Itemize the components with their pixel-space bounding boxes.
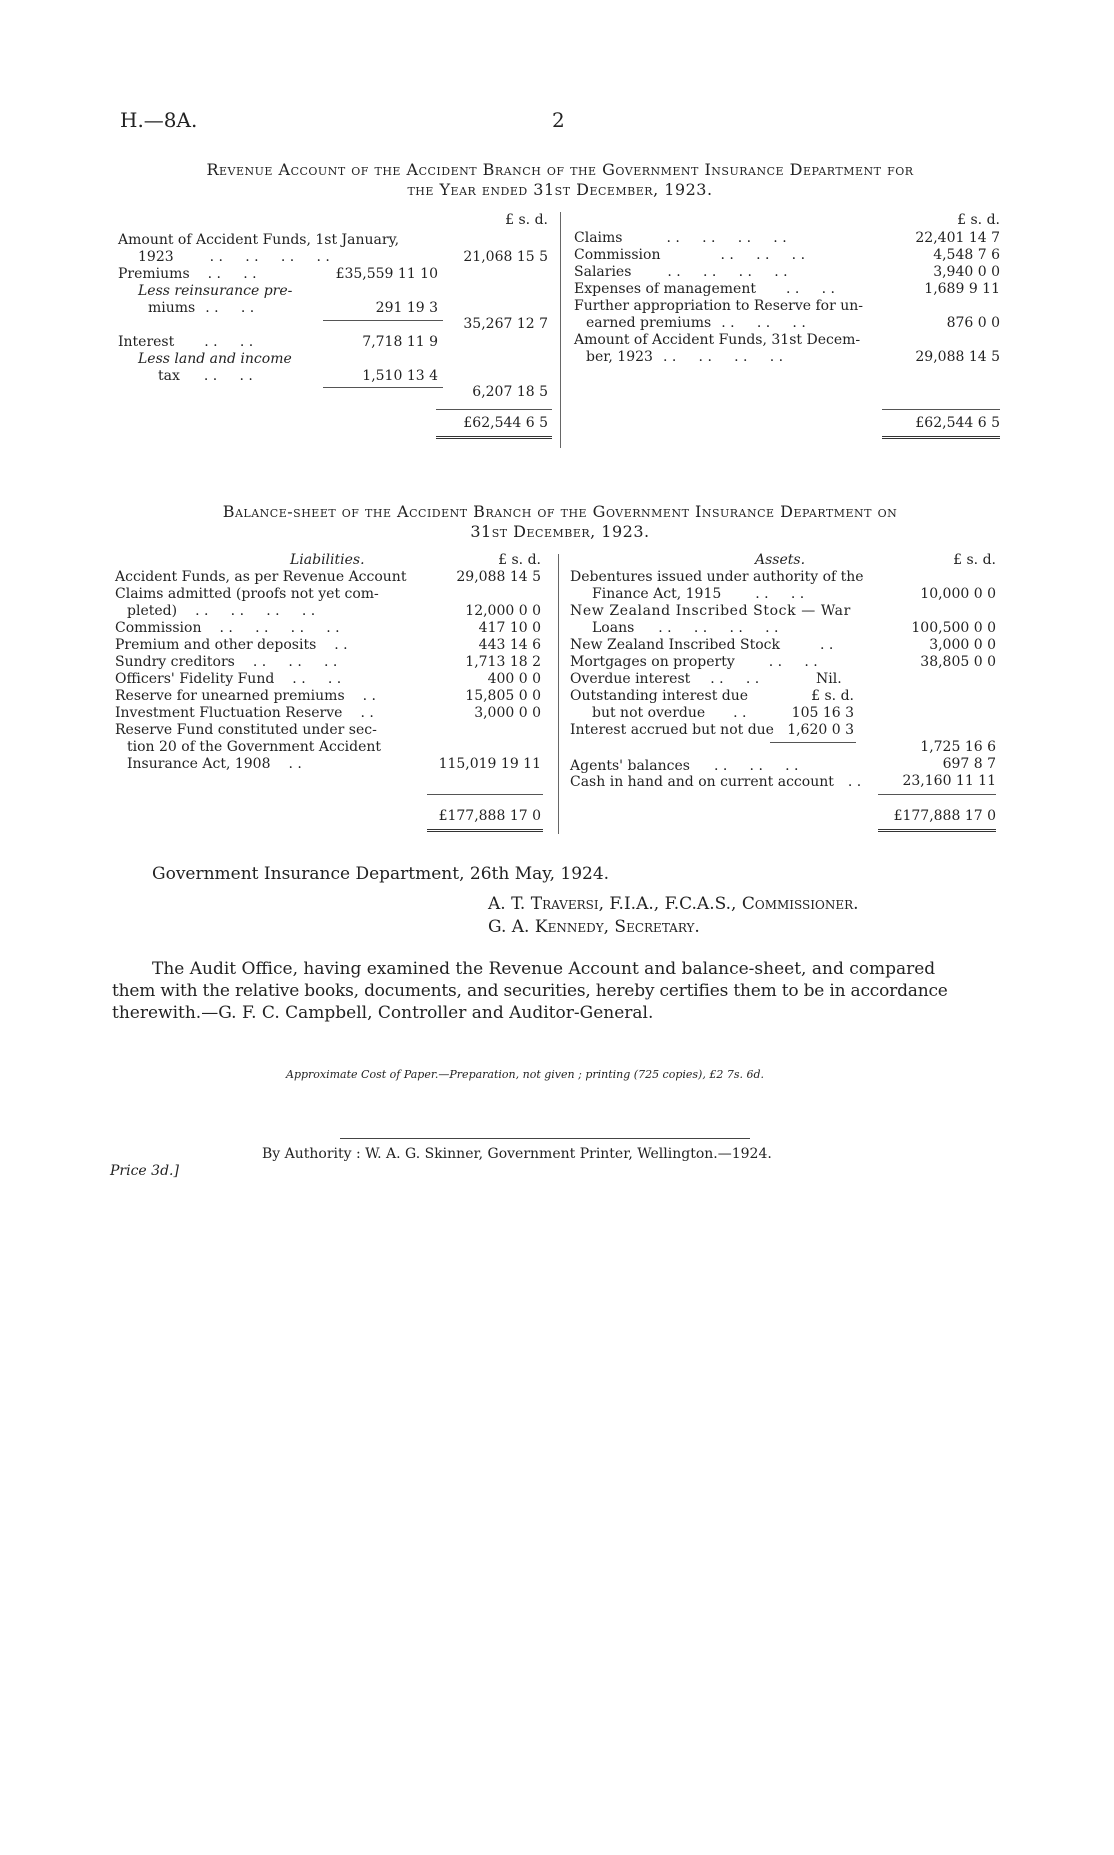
liability-text: Accident Funds, as per Revenue Account [115, 569, 407, 585]
liability-label [127, 603, 315, 620]
leader-dots: . . . . . . . . [219, 620, 340, 636]
currency-header: £ s. d. [957, 212, 1000, 228]
balance-title [110, 502, 1010, 542]
overdue-label [570, 671, 759, 688]
loans-text: Loans [592, 620, 635, 636]
salaries-amount: 3,940 0 0 [933, 264, 1000, 280]
total-rule [427, 794, 543, 795]
department-date: Government Insurance Department, 26th May, 1924. [152, 864, 610, 884]
liability-text: Commission [115, 620, 202, 636]
funds-end-label-2 [586, 349, 783, 366]
leader-dots: . . . . [768, 654, 818, 670]
funds-amount: 21,068 15 5 [463, 249, 548, 265]
audit-line-2: them with the relative books, documents, and securities, hereby certifies them to be in accordance [112, 981, 948, 1001]
claims-label [574, 230, 787, 247]
revenue-expenditure [574, 210, 1004, 450]
overdue-amount: Nil. [816, 671, 842, 687]
agents-amount: 697 8 7 [942, 756, 996, 772]
liability-amount: 15,805 0 0 [465, 688, 541, 704]
less-reinsurance-label: Less reinsurance pre- [138, 283, 293, 299]
leader-dots: . . [360, 705, 374, 721]
liability-label [115, 654, 337, 671]
agents-label [570, 758, 799, 775]
further-label-2 [586, 315, 806, 332]
divider [770, 742, 856, 743]
mortgages-amount: 38,805 0 0 [920, 654, 996, 670]
page-number: 2 [552, 108, 565, 132]
leader-dots: . . . . [203, 368, 253, 384]
leader-dots: . . . . . . . . [658, 620, 779, 636]
leader-dots: . . . . . . . . [666, 230, 787, 246]
balance-title-line2: 31st December, 1923. [470, 522, 650, 541]
accrued-amount: 1,620 0 3 [787, 722, 854, 738]
leader-dots: . . . . . . [713, 758, 799, 774]
leader-dots: . . . . . . [252, 654, 338, 670]
nz-stock-war-label: New Zealand Inscribed Stock — War [570, 603, 851, 619]
liability-label [127, 756, 302, 773]
funds-end-text: ber, 1923 [586, 349, 653, 365]
audit-line-3: therewith.—G. F. C. Campbell, Controller and Auditor-General. [112, 1003, 654, 1023]
nz-inscribed-label [570, 637, 833, 654]
outstanding-amount: 105 16 3 [791, 705, 854, 721]
interest-total-amount: 1,725 16 6 [920, 739, 996, 755]
liability-text: Insurance Act, 1908 [127, 756, 271, 772]
expenses-amount: 1,689 9 11 [924, 281, 1000, 297]
leader-dots: . . . . [755, 586, 805, 602]
liability-text: Reserve Fund constituted under sec- [115, 722, 377, 738]
liability-label [115, 705, 374, 722]
premiums-text: Premiums [118, 266, 190, 282]
assets-table [570, 552, 1000, 837]
leader-dots: . . . . . . . . [662, 349, 784, 365]
liability-amount: 115,019 19 11 [438, 756, 541, 772]
liability-label [115, 637, 348, 654]
tax-text: tax [158, 368, 180, 384]
mortgages-label [570, 654, 818, 671]
liability-text: Officers' Fidelity Fund [115, 671, 275, 687]
nz-inscribed-amount: 3,000 0 0 [929, 637, 996, 653]
liabilities-table [115, 552, 555, 837]
liability-text: Investment Fluctuation Reserve [115, 705, 343, 721]
liability-amount: 443 14 6 [478, 637, 541, 653]
interest-text: Interest [118, 334, 175, 350]
liability-text: Sundry creditors [115, 654, 235, 670]
expenses-label [574, 281, 835, 298]
expenses-text: Expenses of management [574, 281, 756, 297]
audit-paragraph [112, 958, 992, 1024]
commission-label [574, 247, 805, 264]
assets-total: £177,888 17 0 [893, 808, 996, 824]
leader-dots: . . . . . . . . [195, 603, 316, 619]
leader-dots: . . . . [204, 334, 254, 350]
revenue-income [118, 210, 558, 450]
miums-text: miums [148, 300, 196, 316]
mortgages-text: Mortgages on property [570, 654, 735, 670]
premiums-net: 35,267 12 7 [463, 316, 548, 332]
debentures-label: Debentures issued under authority of the [570, 569, 864, 585]
leader-dots: . . [819, 637, 834, 653]
revenue-income-total: £62,544 6 5 [463, 415, 548, 431]
interest-label [118, 334, 253, 351]
leader-dots: . . [334, 637, 348, 653]
funds-end-label: Amount of Accident Funds, 31st Decem- [574, 332, 861, 348]
total-rule [878, 794, 996, 795]
less-reinsurance-label-2 [148, 300, 254, 317]
authority-rule [340, 1138, 750, 1139]
claims-amount: 22,401 14 7 [915, 230, 1000, 246]
revenue-title-line2: the Year ended 31st December, 1923. [407, 180, 713, 199]
liability-amount: 3,000 0 0 [474, 705, 541, 721]
debentures-amount: 10,000 0 0 [920, 586, 996, 602]
leader-dots: . . . . [207, 266, 257, 282]
liabilities-total: £177,888 17 0 [438, 808, 541, 824]
funds-year: 1923 [138, 249, 174, 265]
leader-dots: . . . . . . . . [209, 249, 330, 265]
leader-dots: . . . . [785, 281, 835, 297]
overdue-text: Overdue interest [570, 671, 691, 687]
revenue-title [110, 160, 1010, 200]
tax-label-2 [158, 368, 253, 385]
premiums-label [118, 266, 257, 283]
interest-amount: 7,718 11 9 [362, 334, 438, 350]
price: Price 3d.] [110, 1163, 179, 1179]
funds-label: Amount of Accident Funds, 1st January, [118, 232, 400, 248]
double-rule [427, 829, 543, 835]
cost-note: Approximate Cost of Paper.—Preparation, not given ; printing (725 copies), £2 7s. 6d. [286, 1068, 765, 1081]
further-amount: 876 0 0 [946, 315, 1000, 331]
funds-end-amount: 29,088 14 5 [915, 349, 1000, 365]
liability-label [115, 569, 406, 586]
liability-label [115, 620, 340, 637]
liability-amount: 1,713 18 2 [465, 654, 541, 670]
salaries-text: Salaries [574, 264, 632, 280]
liability-text: tion 20 of the Government Accident [127, 739, 382, 755]
leader-dots: . . . . [205, 300, 255, 316]
tax-amount: 1,510 13 4 [362, 368, 438, 384]
liabilities-heading: Liabilities. [290, 552, 365, 568]
double-rule [436, 436, 552, 442]
further-text: earned premiums [586, 315, 712, 331]
outstanding-text: but not overdue [592, 705, 706, 721]
liability-label [115, 688, 376, 705]
liability-amount: 400 0 0 [487, 671, 541, 687]
interest-net: 6,207 18 5 [472, 384, 548, 400]
liability-text: Claims admitted (proofs not yet com- [115, 586, 379, 602]
outstanding-label: Outstanding interest due [570, 688, 749, 704]
nz-stock-war-label-2 [592, 620, 778, 637]
tax-label: Less land and income [138, 351, 292, 367]
leader-dots: . . . . . . [721, 315, 806, 331]
further-label: Further appropriation to Reserve for un- [574, 298, 864, 314]
claims-text: Claims [574, 230, 623, 246]
assets-heading: Assets. [755, 552, 806, 568]
signature-commissioner: A. T. Traversi, F.I.A., F.C.A.S., Commissioner. [488, 894, 859, 914]
outstanding-currency: £ s. d. [811, 688, 854, 704]
salaries-label [574, 264, 788, 281]
double-rule [882, 436, 1000, 442]
audit-line-1: The Audit Office, having examined the Revenue Account and balance-sheet, and compared [152, 959, 936, 979]
leader-dots: . . . . [292, 671, 342, 687]
leader-dots: . . . . . . . . [667, 264, 788, 280]
currency-header: £ s. d. [505, 212, 548, 228]
nz-inscribed-text: New Zealand Inscribed Stock [570, 637, 780, 653]
liability-text: pleted) [127, 603, 178, 619]
premiums-amount: £35,559 11 10 [335, 266, 438, 282]
total-rule [882, 409, 1000, 410]
leader-dots: . . [847, 774, 862, 790]
leader-dots: . . [362, 688, 376, 704]
double-rule [878, 829, 996, 835]
debentures-label-2 [592, 586, 804, 603]
column-divider [558, 554, 559, 834]
cash-label [570, 774, 861, 791]
liability-text: Premium and other deposits [115, 637, 317, 653]
total-rule [436, 409, 552, 410]
nz-stock-war-amount: 100,500 0 0 [911, 620, 996, 636]
accrued-label: Interest accrued but not due [570, 722, 774, 738]
signature-secretary: G. A. Kennedy, Secretary. [488, 917, 700, 937]
revenue-title-line1: Revenue Account of the Accident Branch of the Government Insurance Department for [206, 160, 914, 179]
cash-amount: 23,160 11 11 [902, 773, 996, 789]
currency-header: £ s. d. [498, 552, 541, 568]
liability-label [127, 739, 381, 756]
commission-text: Commission [574, 247, 661, 263]
leader-dots: . . [288, 756, 302, 772]
revenue-expenditure-total: £62,544 6 5 [915, 415, 1000, 431]
liability-amount: 12,000 0 0 [465, 603, 541, 619]
leader-dots: . . [733, 705, 747, 721]
funds-label-2 [138, 249, 330, 266]
liability-label [115, 671, 341, 688]
balance-title-line1: Balance-sheet of the Accident Branch of the Government Insurance Department on [222, 502, 898, 521]
column-divider [560, 212, 561, 448]
liability-text: Reserve for unearned premiums [115, 688, 345, 704]
liability-label [115, 586, 379, 603]
liability-amount: 417 10 0 [478, 620, 541, 636]
agents-text: Agents' balances [570, 758, 690, 774]
less-reinsurance-amount: 291 19 3 [375, 300, 438, 316]
cash-text: Cash in hand and on current account [570, 774, 834, 790]
liability-amount: 29,088 14 5 [456, 569, 541, 585]
outstanding-label-2 [592, 705, 747, 722]
printer-authority: By Authority : W. A. G. Skinner, Government Printer, Wellington.—1924. [262, 1146, 772, 1162]
debentures-text: Finance Act, 1915 [592, 586, 722, 602]
page-ref: H.—8A. [120, 108, 198, 132]
liability-label [115, 722, 377, 739]
leader-dots: . . . . [710, 671, 760, 687]
commission-amount: 4,548 7 6 [933, 247, 1000, 263]
leader-dots: . . . . . . [720, 247, 806, 263]
currency-header: £ s. d. [953, 552, 996, 568]
